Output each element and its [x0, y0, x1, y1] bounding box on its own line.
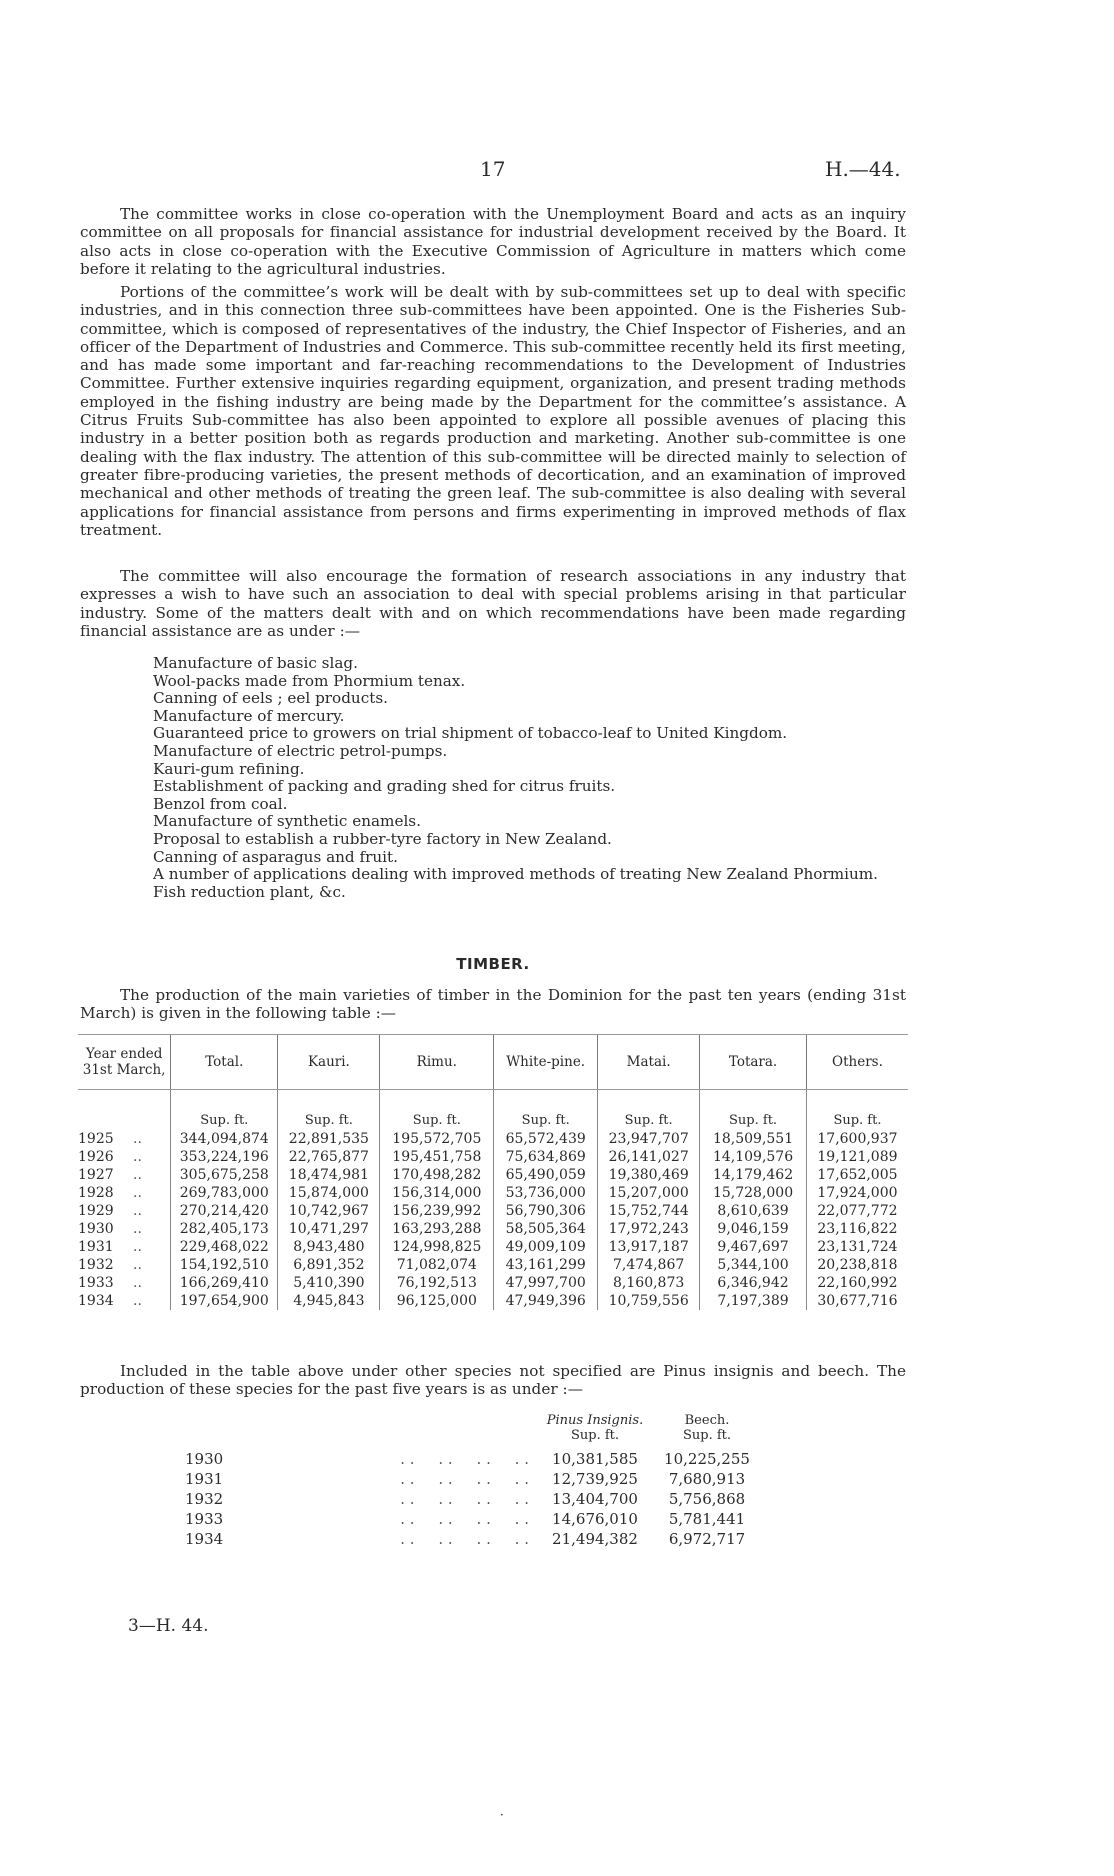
value-cell: 22,765,877	[278, 1148, 380, 1166]
paragraph-committee: The committee works in close co-operation with the Unemployment Board and acts as an inquiry committee on all proposals for financial assistance for industrial development received by the Board. It also acts in close co-operation with the Executive Commission of Agriculture in matters which come before it relating to the agricultural industries.	[80, 205, 906, 278]
value-cell: 43,161,299	[494, 1256, 598, 1274]
value-cell: 154,192,510	[171, 1256, 278, 1274]
value-cell: 353,224,196	[171, 1148, 278, 1166]
value-cell: 282,405,173	[171, 1220, 278, 1238]
value-cell: 47,949,396	[494, 1292, 598, 1310]
value-cell: 10,742,967	[278, 1202, 380, 1220]
beech-value-cell: 7,680,913	[668, 1470, 746, 1488]
table-row	[78, 1184, 908, 1202]
value-cell: 10,471,297	[278, 1220, 380, 1238]
leader-dots: ..	[133, 1257, 142, 1273]
table-row	[78, 1148, 908, 1166]
column-header-rimu: Rimu.	[380, 1035, 494, 1090]
column-header-total: Total.	[171, 1035, 278, 1090]
matters-item: Canning of asparagus and fruit.	[153, 847, 398, 866]
table-row	[78, 1292, 908, 1310]
value-cell: 270,214,420	[171, 1202, 278, 1220]
year-cell	[78, 1166, 171, 1184]
species-dots-cell: . . . . . . . .	[400, 1530, 529, 1548]
printer-mark: ·	[500, 1808, 504, 1822]
pinus-value-cell: 14,676,010	[552, 1510, 638, 1528]
year-cell	[78, 1274, 171, 1292]
column-header-year: Year ended 31st March,	[78, 1035, 171, 1090]
value-cell: 7,474,867	[598, 1256, 700, 1274]
value-cell: 170,498,282	[380, 1166, 494, 1184]
table-row	[78, 1274, 908, 1292]
pinus-value-cell: 13,404,700	[552, 1490, 638, 1508]
matters-item: Wool-packs made from Phormium tenax.	[153, 671, 466, 690]
table-row	[78, 1220, 908, 1238]
species-table-body	[185, 1449, 763, 1549]
year-label: 1932	[78, 1257, 114, 1273]
value-cell: 229,468,022	[171, 1238, 278, 1256]
value-cell: 53,736,000	[494, 1184, 598, 1202]
value-cell: 156,239,992	[380, 1202, 494, 1220]
leader-dots: ..	[133, 1203, 142, 1219]
table-row	[78, 1238, 908, 1256]
species-header-beech-unit: Sup. ft.	[682, 1428, 732, 1443]
species-year-cell: 1931	[185, 1470, 224, 1488]
value-cell: 7,197,389	[700, 1292, 807, 1310]
table-row	[78, 1166, 908, 1184]
unit-cell: Sup. ft.	[380, 1090, 494, 1131]
table-header-row	[78, 1035, 908, 1090]
year-label: 1933	[78, 1275, 114, 1291]
value-cell: 18,509,551	[700, 1130, 807, 1148]
value-cell: 5,344,100	[700, 1256, 807, 1274]
value-cell: 17,652,005	[806, 1166, 908, 1184]
species-dots-cell: . . . . . . . .	[400, 1510, 529, 1528]
value-cell: 19,121,089	[806, 1148, 908, 1166]
value-cell: 75,634,869	[494, 1148, 598, 1166]
species-year-cell: 1934	[185, 1530, 224, 1548]
value-cell: 195,572,705	[380, 1130, 494, 1148]
column-header-white-pine: White-pine.	[494, 1035, 598, 1090]
matters-item: Manufacture of electric petrol-pumps.	[153, 741, 448, 760]
beech-value-cell: 5,781,441	[668, 1510, 746, 1528]
unit-cell: Sup. ft.	[806, 1090, 908, 1131]
value-cell: 18,474,981	[278, 1166, 380, 1184]
value-cell: 6,891,352	[278, 1256, 380, 1274]
section-heading-timber: TIMBER.	[456, 955, 530, 973]
species-header-beech-label: Beech.	[684, 1413, 730, 1428]
value-cell: 20,238,818	[806, 1256, 908, 1274]
value-cell: 15,207,000	[598, 1184, 700, 1202]
value-cell: 5,410,390	[278, 1274, 380, 1292]
timber-table-body	[78, 1090, 908, 1311]
matters-item: Proposal to establish a rubber-tyre factory in New Zealand.	[153, 829, 612, 848]
species-dots-cell: . . . . . . . .	[400, 1490, 529, 1508]
year-cell	[78, 1256, 171, 1274]
species-header-pinus-label: Pinus Insignis.	[546, 1413, 644, 1428]
species-dots-cell: . . . . . . . .	[400, 1450, 529, 1468]
matters-item: Benzol from coal.	[153, 794, 288, 813]
leader-dots: ..	[133, 1131, 142, 1147]
year-label: 1927	[78, 1167, 114, 1183]
value-cell: 15,728,000	[700, 1184, 807, 1202]
value-cell: 344,094,874	[171, 1130, 278, 1148]
column-header-matai: Matai.	[598, 1035, 700, 1090]
value-cell: 8,610,639	[700, 1202, 807, 1220]
value-cell: 65,490,059	[494, 1166, 598, 1184]
value-cell: 8,943,480	[278, 1238, 380, 1256]
matters-item: Kauri-gum refining.	[153, 759, 305, 778]
species-header-dots	[247, 1412, 539, 1449]
timber-production-table	[78, 1034, 908, 1310]
matters-item: Guaranteed price to growers on trial shipment of tobacco-leaf to United Kingdom.	[153, 724, 788, 743]
species-header-pinus-unit: Sup. ft.	[570, 1428, 620, 1443]
year-label: 1931	[78, 1239, 114, 1255]
value-cell: 49,009,109	[494, 1238, 598, 1256]
paragraph-subcommittees: Portions of the committee’s work will be dealt with by sub-committees set up to deal with specific industries, and in this connection three sub-committees have been appointed. One is the Fisheries Sub-committee, which is composed of representatives of the industry, the Chief Inspector of Fisheries, and an officer of the Department of Industries and Commerce. This sub-committee recently held its first meeting, and has made some important and far-reaching recommendations to the Development of Industries Committee. Further extensive inquiries regarding equipment, organization, and present trading methods employed in the fishing industry are being made by the Department for the committee’s assistance. A Citrus Fruits Sub-committee has also been appointed to explore all possible avenues of placing this industry in a better position both as regards production and marketing. Another sub-committee is one dealing with the flax industry. The attention of this sub-committee will be directed mainly to selection of greater fibre-producing varieties, the present methods of decortication, and an examination of improved mechanical and other methods of treating the green leaf. The sub-committee is also dealing with several applications for financial assistance from persons and firms experimenting in improved methods of flax treatment.	[80, 283, 906, 539]
column-header-others: Others.	[806, 1035, 908, 1090]
table-row	[78, 1130, 908, 1148]
value-cell: 23,116,822	[806, 1220, 908, 1238]
value-cell: 195,451,758	[380, 1148, 494, 1166]
species-year-cell: 1933	[185, 1510, 224, 1528]
year-label: 1928	[78, 1185, 114, 1201]
year-cell	[78, 1238, 171, 1256]
species-year-cell: 1932	[185, 1490, 224, 1508]
species-row	[185, 1509, 763, 1529]
value-cell: 9,046,159	[700, 1220, 807, 1238]
year-label: 1930	[78, 1221, 114, 1237]
value-cell: 23,947,707	[598, 1130, 700, 1148]
value-cell: 156,314,000	[380, 1184, 494, 1202]
species-intro: Included in the table above under other species not specified are Pinus insignis and beech. The production of these species for the past five years is as under :—	[80, 1362, 906, 1399]
unit-cell-blank	[78, 1090, 171, 1131]
species-dots-cell: . . . . . . . .	[400, 1470, 529, 1488]
year-label: 1929	[78, 1203, 114, 1219]
leader-dots: ..	[133, 1293, 142, 1309]
value-cell: 10,759,556	[598, 1292, 700, 1310]
unit-cell: Sup. ft.	[494, 1090, 598, 1131]
species-row	[185, 1469, 763, 1489]
table-row	[78, 1256, 908, 1274]
species-header-row	[185, 1412, 763, 1449]
leader-dots: ..	[133, 1239, 142, 1255]
year-cell	[78, 1220, 171, 1238]
leader-dots: ..	[133, 1149, 142, 1165]
value-cell: 23,131,724	[806, 1238, 908, 1256]
pinus-value-cell: 12,739,925	[552, 1470, 638, 1488]
value-cell: 17,924,000	[806, 1184, 908, 1202]
pinus-value-cell: 10,381,585	[552, 1450, 638, 1468]
value-cell: 47,997,700	[494, 1274, 598, 1292]
matters-item: Establishment of packing and grading shed for citrus fruits.	[153, 777, 616, 796]
value-cell: 22,891,535	[278, 1130, 380, 1148]
year-label: 1925	[78, 1131, 114, 1147]
value-cell: 15,874,000	[278, 1184, 380, 1202]
value-cell: 26,141,027	[598, 1148, 700, 1166]
species-header-pinus	[539, 1412, 651, 1449]
leader-dots: ..	[133, 1185, 142, 1201]
year-cell	[78, 1202, 171, 1220]
value-cell: 13,917,187	[598, 1238, 700, 1256]
unit-cell: Sup. ft.	[700, 1090, 807, 1131]
value-cell: 22,077,772	[806, 1202, 908, 1220]
value-cell: 4,945,843	[278, 1292, 380, 1310]
column-header-totara: Totara.	[700, 1035, 807, 1090]
species-header-year	[185, 1412, 247, 1449]
leader-dots: ..	[133, 1275, 142, 1291]
species-row	[185, 1449, 763, 1469]
sheet-mark: 3—H. 44.	[128, 1616, 209, 1636]
value-cell: 76,192,513	[380, 1274, 494, 1292]
value-cell: 71,082,074	[380, 1256, 494, 1274]
value-cell: 65,572,439	[494, 1130, 598, 1148]
value-cell: 56,790,306	[494, 1202, 598, 1220]
value-cell: 15,752,744	[598, 1202, 700, 1220]
beech-value-cell: 10,225,255	[664, 1450, 750, 1468]
value-cell: 6,346,942	[700, 1274, 807, 1292]
beech-value-cell: 6,972,717	[668, 1530, 746, 1548]
year-cell	[78, 1184, 171, 1202]
beech-value-cell: 5,756,868	[668, 1490, 746, 1508]
species-row	[185, 1529, 763, 1549]
matters-item: Fish reduction plant, &c.	[153, 882, 346, 901]
matters-list	[153, 655, 878, 901]
unit-cell: Sup. ft.	[171, 1090, 278, 1131]
species-row	[185, 1489, 763, 1509]
pinus-value-cell: 21,494,382	[552, 1530, 638, 1548]
table-row	[78, 1202, 908, 1220]
value-cell: 17,600,937	[806, 1130, 908, 1148]
value-cell: 58,505,364	[494, 1220, 598, 1238]
matters-item: Manufacture of synthetic enamels.	[153, 812, 421, 831]
matters-item: Manufacture of mercury.	[153, 706, 345, 725]
paragraph-research: The committee will also encourage the formation of research associations in any industry that expresses a wish to have such an association to deal with special problems arising in that particular industry. Some of the matters dealt with and on which recommendations have been made regarding financial assistance are as under :—	[80, 567, 906, 640]
value-cell: 96,125,000	[380, 1292, 494, 1310]
unit-cell: Sup. ft.	[598, 1090, 700, 1131]
year-cell	[78, 1130, 171, 1148]
value-cell: 14,109,576	[700, 1148, 807, 1166]
page-number: 17	[480, 157, 506, 181]
leader-dots: ..	[133, 1167, 142, 1183]
value-cell: 163,293,288	[380, 1220, 494, 1238]
value-cell: 269,783,000	[171, 1184, 278, 1202]
value-cell: 197,654,900	[171, 1292, 278, 1310]
matters-item: Manufacture of basic slag.	[153, 654, 358, 672]
value-cell: 8,160,873	[598, 1274, 700, 1292]
column-header-kauri: Kauri.	[278, 1035, 380, 1090]
value-cell: 30,677,716	[806, 1292, 908, 1310]
value-cell: 14,179,462	[700, 1166, 807, 1184]
value-cell: 19,380,469	[598, 1166, 700, 1184]
value-cell: 9,467,697	[700, 1238, 807, 1256]
units-row	[78, 1090, 908, 1131]
year-label: 1934	[78, 1293, 114, 1309]
value-cell: 166,269,410	[171, 1274, 278, 1292]
leader-dots: ..	[133, 1221, 142, 1237]
year-label: 1926	[78, 1149, 114, 1165]
value-cell: 17,972,243	[598, 1220, 700, 1238]
value-cell: 22,160,992	[806, 1274, 908, 1292]
timber-intro: The production of the main varieties of timber in the Dominion for the past ten years (ending 31st March) is given in the following table :—	[80, 986, 906, 1023]
unit-cell: Sup. ft.	[278, 1090, 380, 1131]
value-cell: 124,998,825	[380, 1238, 494, 1256]
species-year-cell: 1930	[185, 1450, 224, 1468]
matters-item: Canning of eels ; eel products.	[153, 689, 388, 708]
year-cell	[78, 1148, 171, 1166]
species-production-table	[185, 1412, 763, 1549]
species-header-beech	[651, 1412, 763, 1449]
document-reference: H.—44.	[825, 157, 901, 181]
year-cell	[78, 1292, 171, 1310]
matters-item: A number of applications dealing with improved methods of treating New Zealand Phormium.	[153, 865, 878, 884]
value-cell: 305,675,258	[171, 1166, 278, 1184]
